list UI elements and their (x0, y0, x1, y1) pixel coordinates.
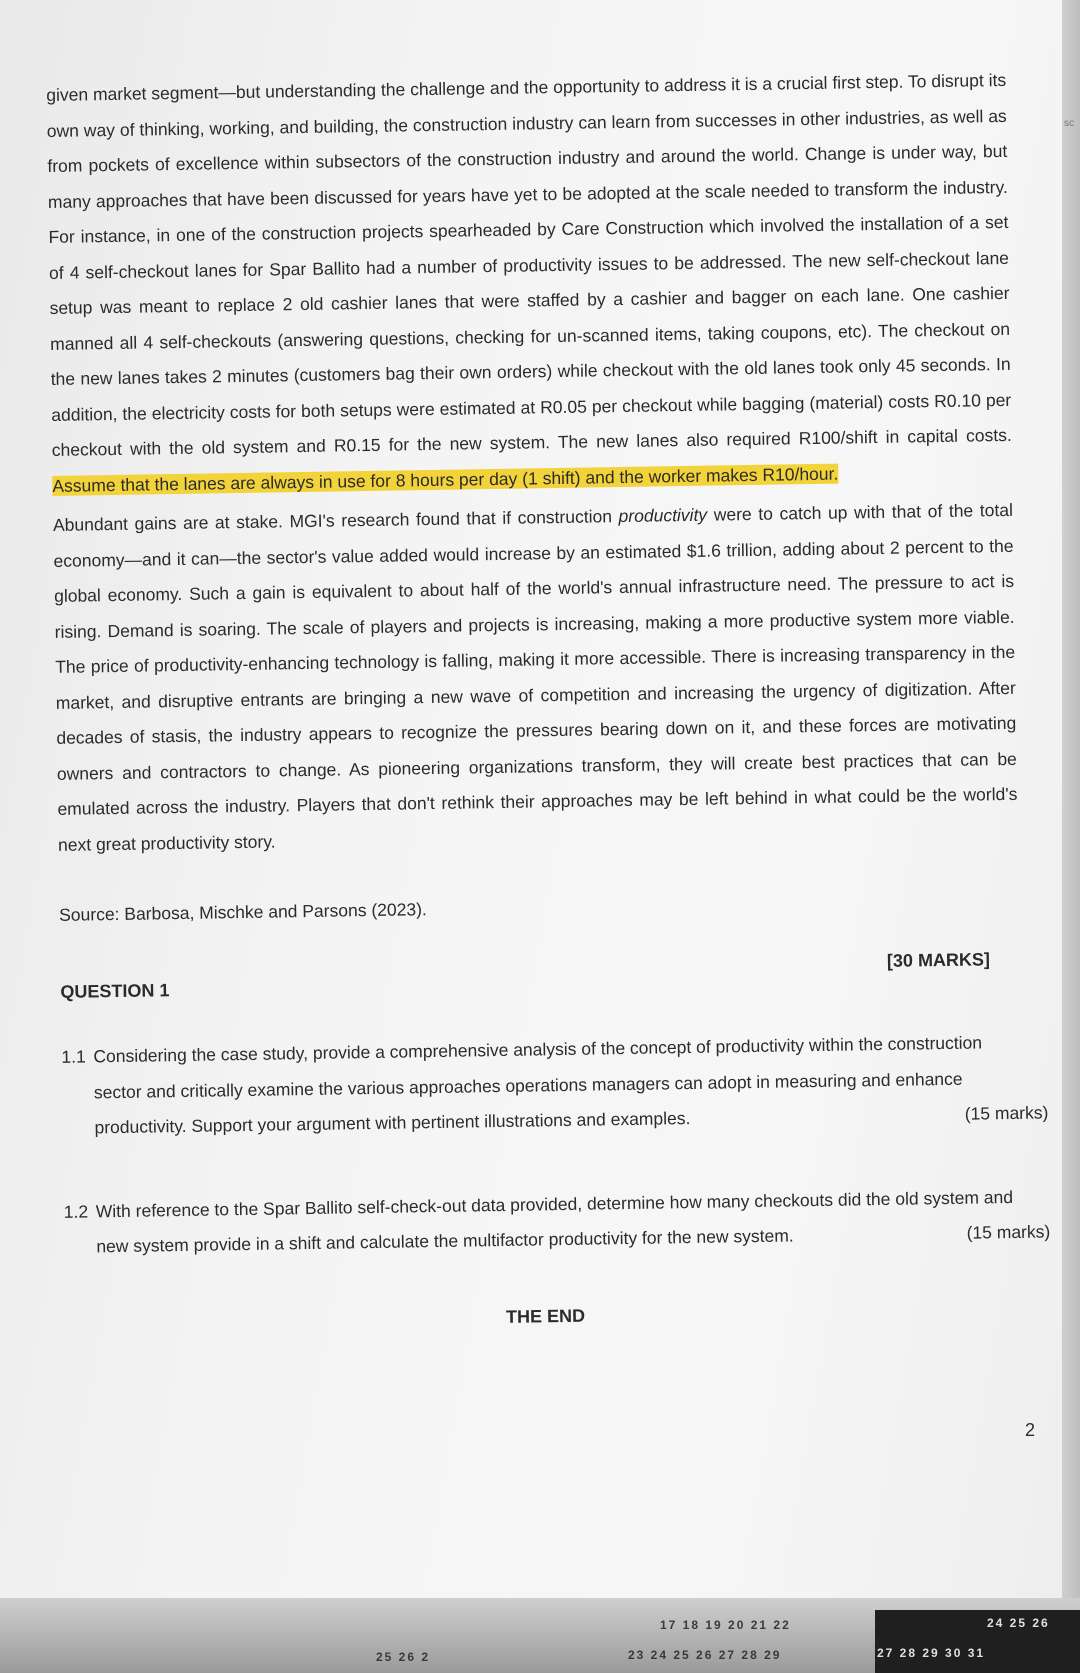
page-number: 2 (1025, 1420, 1036, 1440)
calendar-dates-mid-top: 17 18 19 20 21 22 (660, 1618, 791, 1632)
adjacent-page-edge (1062, 0, 1080, 1673)
highlighted-assumption: Assume that the lanes are always in use for 8 hours per day (1 shift) and the worker makes R10/hour. (52, 463, 839, 496)
paragraph-2-text-a: Abundant gains are at stake. MGI's research found that if construction (52, 506, 619, 535)
paragraph-2-italic: productivity (618, 504, 708, 527)
end-marker: THE END (505, 1305, 586, 1327)
calendar-dates-mid-bottom: 23 24 25 26 27 28 29 (628, 1648, 782, 1662)
paragraph-1-text: given market segment—but understanding the challenge and the opportunity to address it is a crucial first step. To disrupt its own way of thinking, working, and building, the construction industry can learn from successes in other industries, as well as from pockets of excellence within subsectors of the construction industry and around the world. Change is under way, but many approaches that have been discussed for years have yet to be adopted at the scale needed to transform the industry. For instance, in one of the construction projects spearheaded by Care Construction which involved the installation of a set of 4 self-checkout lanes for Spar Ballito had a number of productivity issues to be addressed. The new self-checkout lane setup was meant to replace 2 old cashier lanes that were staffed by a cashier and bagger on each lane. One cashier manned all 4 self-checkouts (answering questions, checking for un-scanned items, taking coupons, etc). The checkout on the new lanes takes 2 minutes (customers bag their own orders) while checkout with the old lanes took only 45 seconds. In addition, the electricity costs for both setups were estimated at R0.05 per checkout while bagging (material) costs R0.10 per checkout with the old system and R0.15 for the new system. The new lanes also required R100/shift in capital costs. (46, 69, 1012, 460)
question-marks: (15 marks) (966, 1220, 1051, 1243)
question-1-1 (61, 1025, 1049, 1147)
paragraph-2-text-b: were to catch up with that of the total economy—and it can—the sector's value added would increase by an estimated $1.6 trillion, adding about 2 percent to the global economy. Such a gain is equivalent to about half of the world's annual infrastructure need. The pressure to act is rising. Demand is soaring. The scale of players and projects is increasing, making a more productive system more viable. The price of productivity-enhancing technology is falling, making it more accessible. There is increasing transparency in the market, and disruptive entrants are bringing a new wave of competition and increasing the urgency of digitization. After decades of stasis, the industry appears to recognize the pressures bearing down on it, and these forces are motivating owners and contractors to change. As pioneering organizations transform, they will create best practices that can be emulated across the industry. Players that don't rethink their approaches may be left behind in what could be the world's next great productivity story. (53, 499, 1018, 855)
calendar-dates-right-top: 24 25 26 (987, 1616, 1050, 1630)
case-study-paragraph-2 (53, 493, 1018, 863)
page-content (46, 63, 1051, 1334)
source-citation: Source: Barbosa, Mischke and Parsons (2023). (58, 899, 427, 925)
calendar-dark-section (875, 1610, 1080, 1673)
question-number: 1.1 (61, 1046, 86, 1067)
case-study-paragraph-1 (46, 63, 1013, 504)
question-text: Considering the case study, provide a comprehensive analysis of the concept of productivity within the construction sector and critically examine the various approaches operations managers can adopt in measuring and enhance productivity. Support your argument with pertinent illustrations and examples. (93, 1032, 983, 1138)
calendar-dates-right-bottom: 27 28 29 30 31 (877, 1646, 986, 1660)
question-header (60, 949, 1021, 1004)
calendar-dates-left: 25 26 2 (376, 1650, 431, 1664)
edge-text: sc (1064, 118, 1074, 129)
question-marks: (15 marks) (964, 1102, 1049, 1124)
question-title: QUESTION 1 (60, 980, 170, 1002)
question-text: With reference to the Spar Ballito self-check-out data provided, determine how many checkouts did the old system and new system provide in a shift and calculate the multifactor productivity for the new system. (95, 1186, 1014, 1257)
question-1-2 (63, 1179, 1051, 1265)
total-marks: [30 MARKS] (886, 949, 991, 971)
question-number: 1.2 (63, 1200, 89, 1222)
